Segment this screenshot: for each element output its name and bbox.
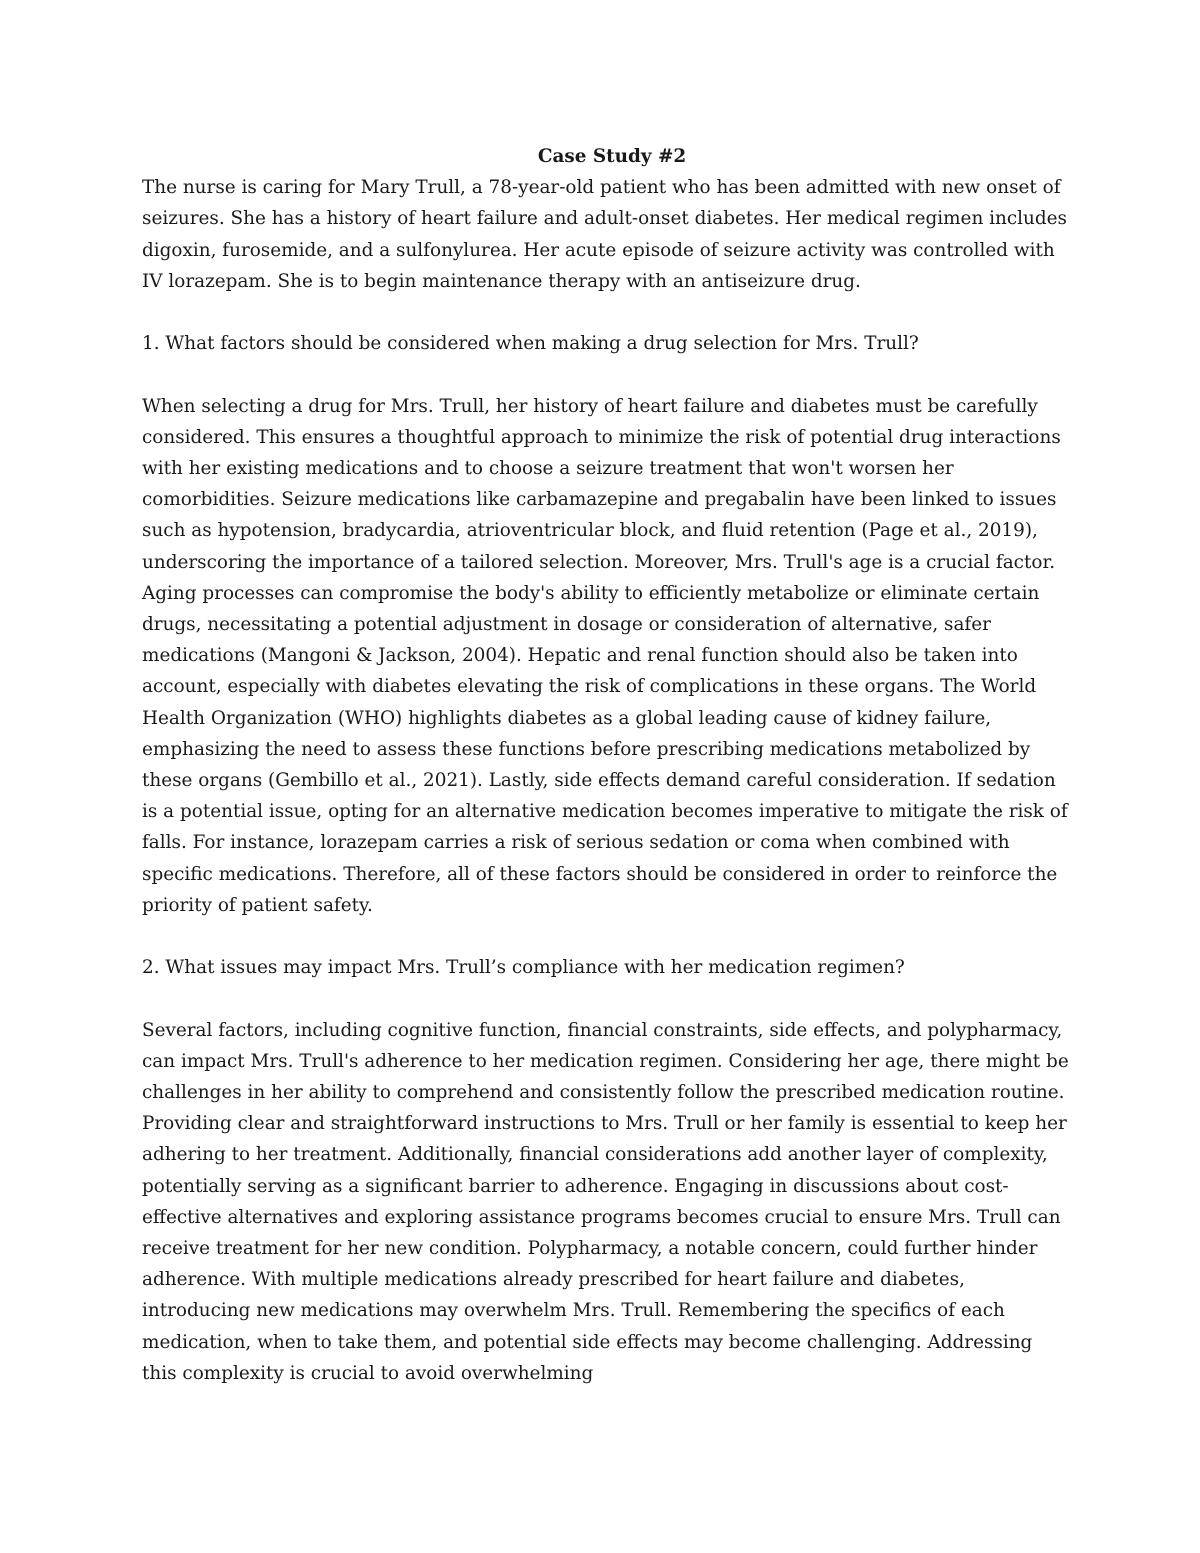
paragraph-spacer: [142, 297, 1072, 328]
paragraph-spacer: [142, 359, 1072, 390]
question-2: 2. What issues may impact Mrs. Trull’s compliance with her medication regimen?: [142, 957, 905, 979]
document-title: Case Study #2: [537, 146, 687, 167]
document-body: [142, 141, 1072, 1389]
answer-1-paragraph: When selecting a drug for Mrs. Trull, her history of heart failure and diabetes must be carefully considered. This ensures a thoughtful approach to minimize the risk of potential drug interactions with her existing medications and to choose a seizure treatment that won't worsen her comorbidities. Seizure medications like carbamazepine and pregabalin have been linked to issues such as hypotension, bradycardia, atrioventricular block, and fluid retention (Page et al., 2019), underscoring the importance of a tailored selection. Moreover, Mrs. Trull's age is a crucial factor. Aging processes can compromise the body's ability to efficiently metabolize or eliminate certain drugs, necessitating a potential adjustment in dosage or consideration of alternative, safer medications (Mangoni & Jackson, 2004). Hepatic and renal function should also be taken into account, especially with diabetes elevating the risk of complications in these organs. The World Health Organization (WHO) highlights diabetes as a global leading cause of kidney failure, emphasizing the need to assess these functions before prescribing medications metabolized by these organs (Gembillo et al., 2021). Lastly, side effects demand careful consideration. If sedation is a potential issue, opting for an alternative medication becomes imperative to mitigate the risk of falls. For instance, lorazepam carries a risk of serious sedation or coma when combined with specific medications. Therefore, all of these factors should be considered in order to reinforce the priority of patient safety.: [142, 395, 1068, 916]
paragraph-spacer: [142, 983, 1072, 1014]
question-1: 1. What factors should be considered when making a drug selection for Mrs. Trull?: [142, 333, 919, 355]
case-intro-paragraph: The nurse is caring for Mary Trull, a 78-year-old patient who has been admitted with new onset of seizures. She has a history of heart failure and adult-onset diabetes. Her medical regimen includes digoxin, furosemide, and a sulfonylurea. Her acute episode of seizure activity was controlled with IV lorazepam. She is to begin maintenance therapy with an antiseizure drug.: [142, 177, 1067, 292]
answer-2-paragraph: Several factors, including cognitive function, financial constraints, side effects, and polypharmacy, can impact Mrs. Trull's adherence to her medication regimen. Considering her age, there might be challenges in her ability to comprehend and consistently follow the prescribed medication routine. Providing clear and straightforward instructions to Mrs. Trull or her family is essential to keep her adhering to her treatment. Additionally, financial considerations add another layer of complexity, potentially serving as a significant barrier to adherence. Engaging in discussions about cost-effective alternatives and exploring assistance programs becomes crucial to ensure Mrs. Trull can receive treatment for her new condition. Polypharmacy, a notable concern, could further hinder adherence. With multiple medications already prescribed for heart failure and diabetes, introducing new medications may overwhelm Mrs. Trull. Remembering the specifics of each medication, when to take them, and potential side effects may become challenging. Addressing this complexity is crucial to avoid overwhelming: [142, 1019, 1069, 1384]
paragraph-spacer: [142, 921, 1072, 952]
